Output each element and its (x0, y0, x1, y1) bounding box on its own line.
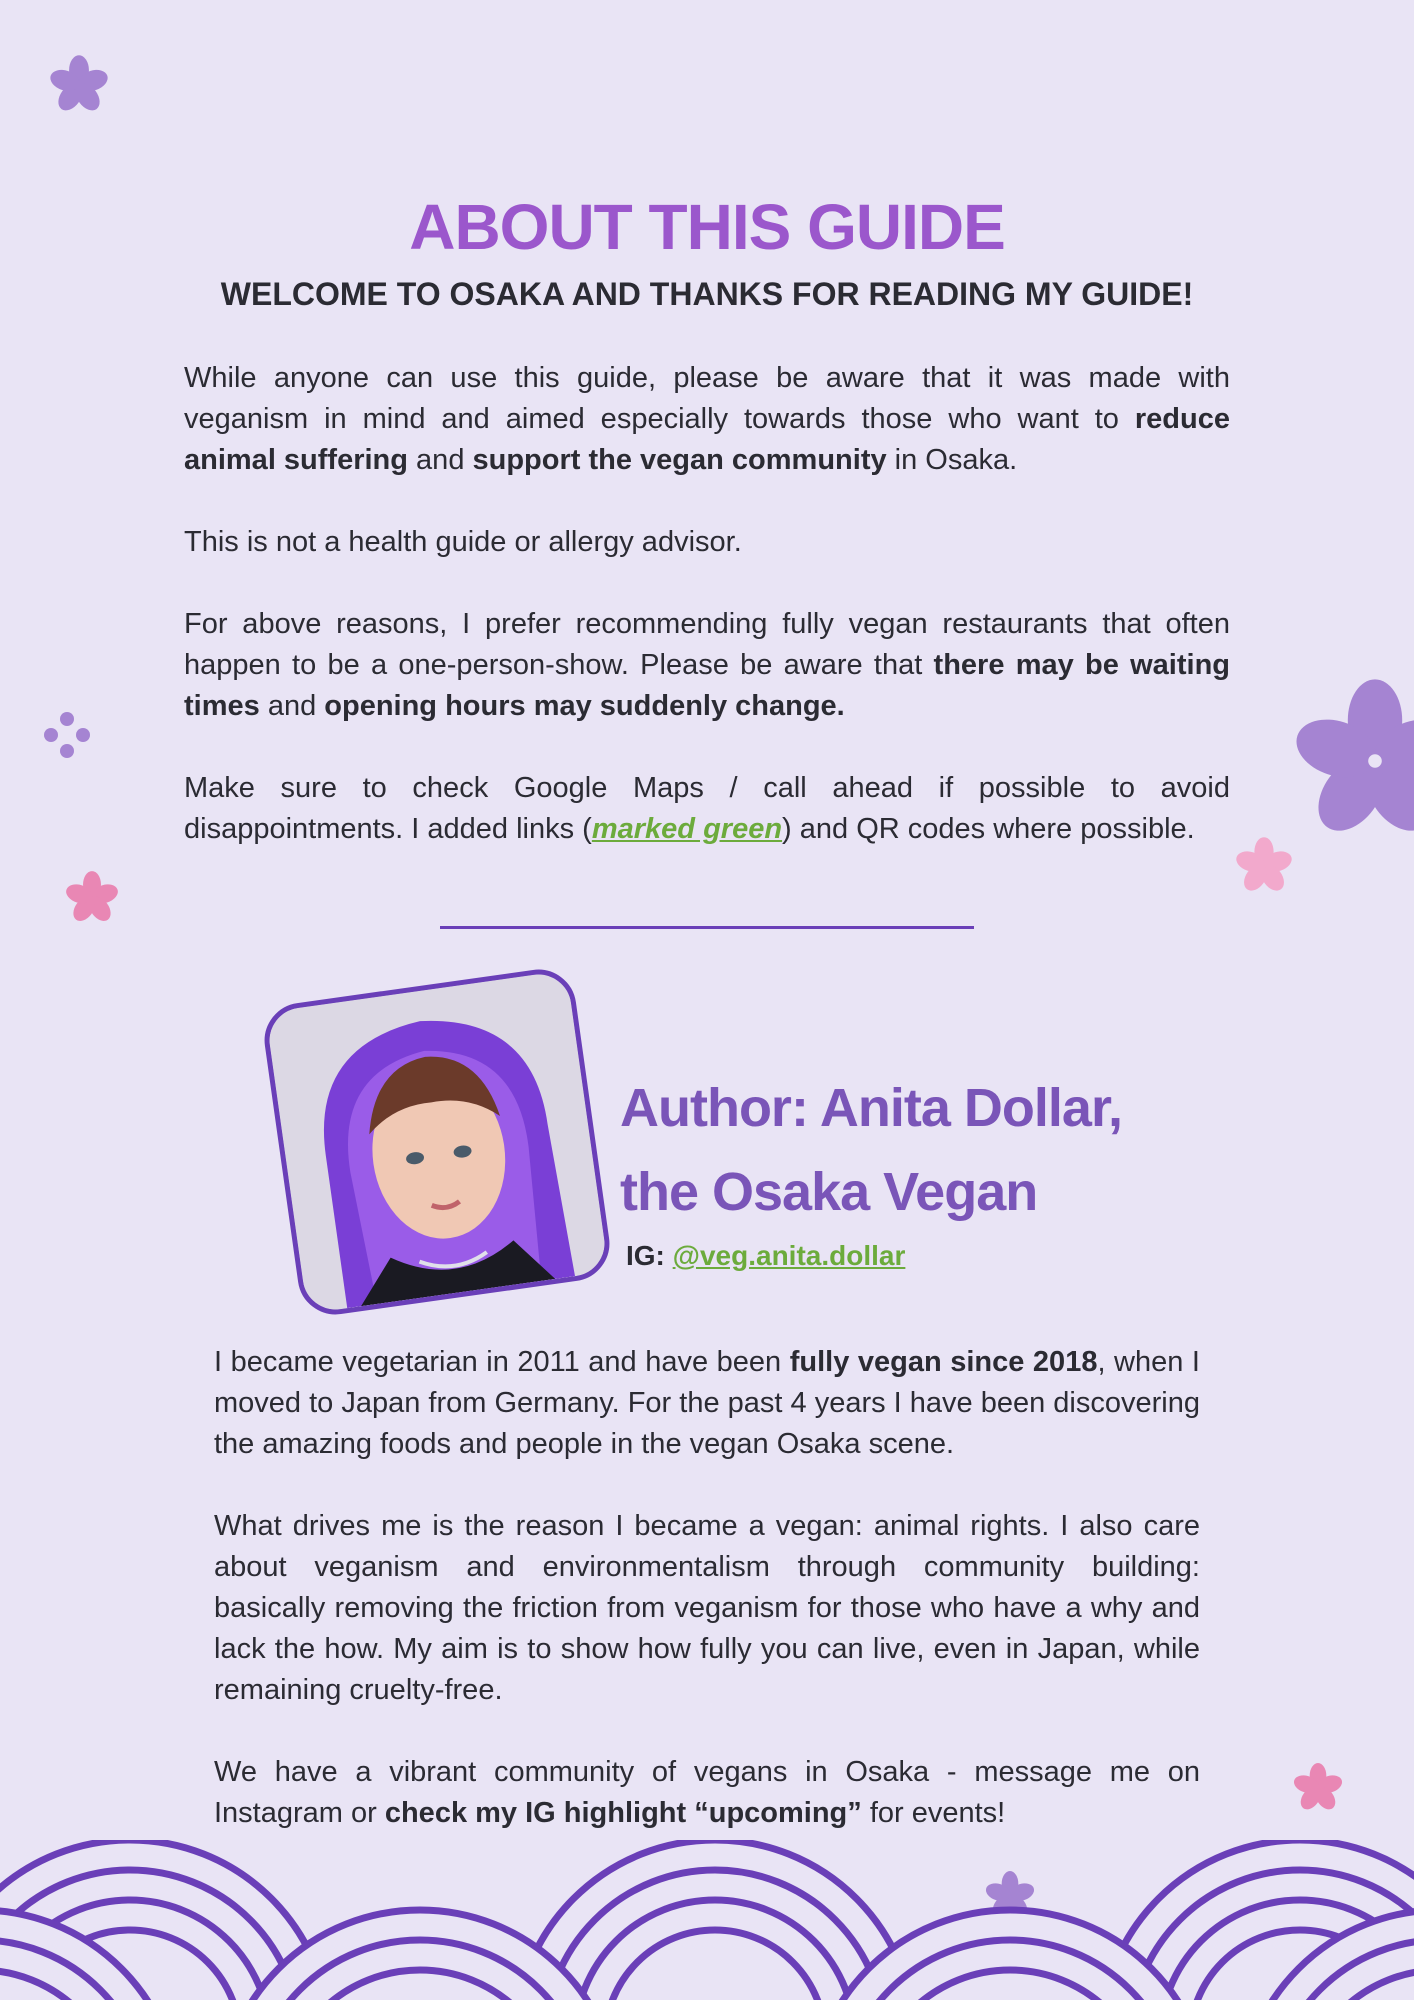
instagram-line (626, 1240, 905, 1272)
sakura-flower-icon (64, 870, 120, 926)
author-photo (260, 965, 615, 1320)
intro-paragraph (184, 358, 1230, 481)
intro-paragraph (184, 768, 1230, 850)
text-run: and (408, 444, 473, 476)
bio-paragraph: What drives me is the reason I became a vegan: animal rights. I also care about veganism and environmentalism through community building: basically removing the friction from veganism for those who have a why and lack the how. My aim is to show how fully you can live, even in Japan, while remaining cruelty-free. (214, 1510, 1200, 1706)
text-run: I became vegetarian in 2011 and have been (214, 1346, 790, 1378)
section-divider (440, 926, 974, 929)
text-run: For above reasons, I prefer recommending fully vegan restaurants that often happen to be a one-person-show. Please be aware that (184, 608, 1230, 681)
text-run: in Osaka. (886, 444, 1018, 476)
intro-paragraph (184, 604, 1230, 727)
dots-icon (42, 710, 92, 760)
text-run: , when I moved to Japan from Germany. For the past 4 years I have been discovering the amazing foods and people in the vegan Osaka scene. (214, 1346, 1200, 1460)
text-run: for events! (861, 1797, 1006, 1829)
bold-text: opening hours may suddenly change. (324, 690, 845, 722)
text-run: While anyone can use this guide, please be aware that it was made with veganism in mind and aimed especially towards those who want to (184, 362, 1230, 435)
bold-text: there may be waiting times (184, 649, 1231, 722)
seigaiha-wave-pattern (0, 1840, 1414, 2000)
page-subtitle: WELCOME TO OSAKA AND THANKS FOR READING MY GUIDE! (220, 276, 1194, 312)
sakura-flower-icon (1292, 1762, 1344, 1814)
ig-label: IG: (626, 1240, 665, 1271)
bold-text: check my IG highlight “upcoming” (384, 1797, 862, 1829)
bold-text: reduce animal suffering (184, 403, 1230, 476)
bio-paragraph (214, 1342, 1200, 1465)
text-run: Make sure to check Google Maps / call ahead if possible to avoid disappointments. I added links ( (184, 772, 1230, 845)
instagram-handle-link[interactable]: @veg.anita.dollar (672, 1240, 906, 1271)
intro-section (184, 358, 1230, 891)
author-portrait-image (265, 970, 608, 1313)
sakura-flower-icon (1234, 836, 1294, 896)
marked-green-link[interactable]: marked green (591, 813, 783, 845)
text-run: and (259, 690, 325, 722)
sakura-flower-icon (1290, 676, 1414, 846)
sakura-flower-icon (48, 54, 110, 116)
text-run: ) and QR codes where possible. (782, 813, 1195, 845)
bio-section (214, 1342, 1200, 1875)
author-name (620, 1066, 1260, 1234)
page-title: ABOUT THIS GUIDE (409, 191, 1005, 263)
text-run: We have a vibrant community of vegans in Osaka - message me on Instagram or (214, 1756, 1200, 1829)
author-name-line: the Osaka Vegan (620, 1162, 1038, 1222)
bold-text: fully vegan since 2018 (789, 1346, 1098, 1378)
author-name-line: Author: Anita Dollar, (620, 1078, 1122, 1138)
bold-text: support the vegan community (472, 444, 887, 476)
intro-paragraph: This is not a health guide or allergy advisor. (184, 526, 742, 558)
bio-paragraph (214, 1752, 1200, 1834)
